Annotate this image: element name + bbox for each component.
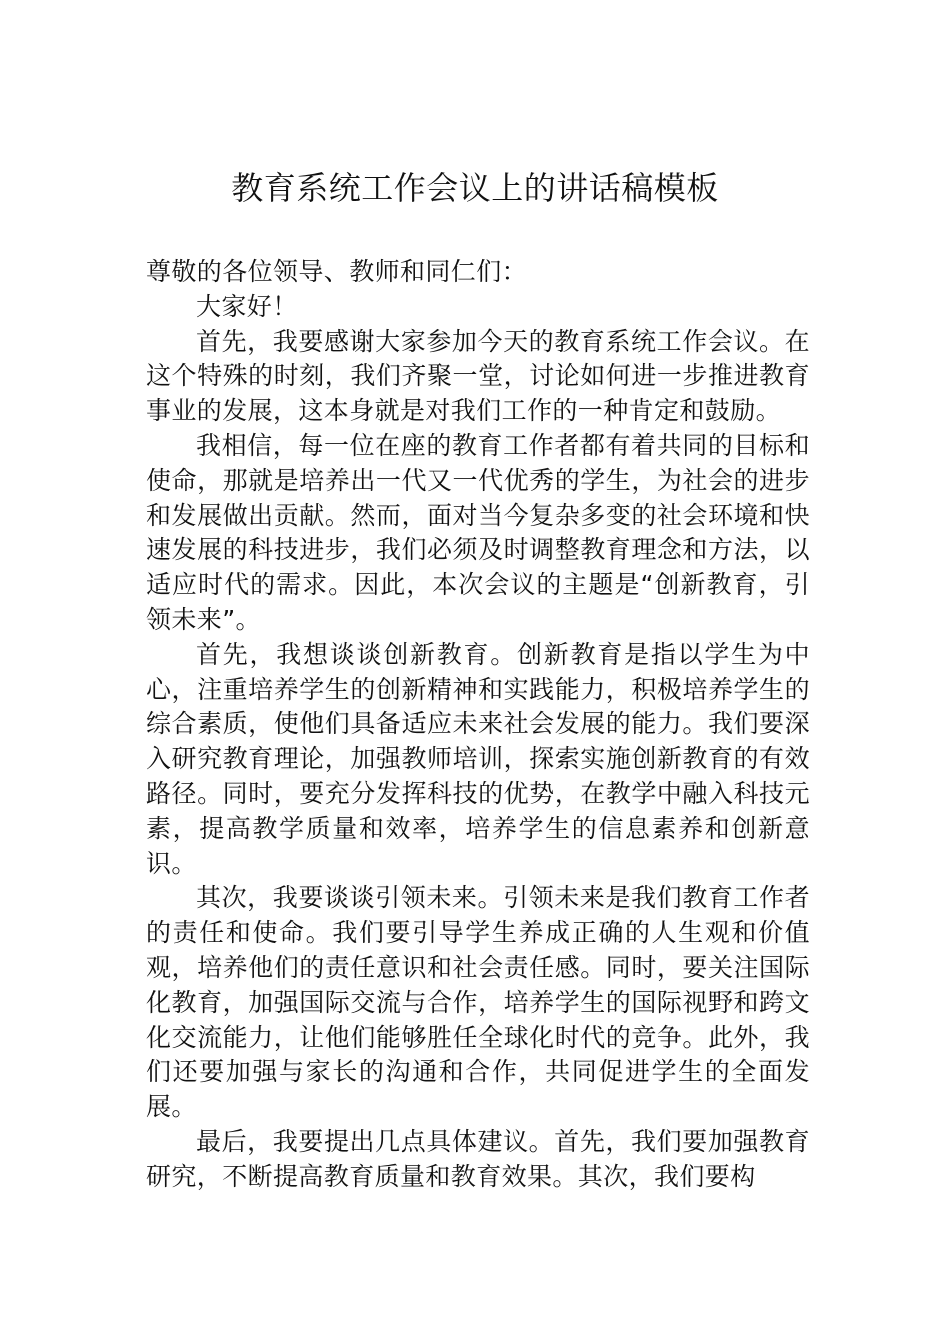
paragraph-thanks: 首先，我要感谢大家参加今天的教育系统工作会议。在这个特殊的时刻，我们齐聚一堂，讨论如何进一步推进教育事业的发展，这本身就是对我们工作的一种肯定和鼓励。 — [146, 326, 810, 426]
paragraph-greeting: 大家好！ — [196, 291, 298, 321]
document-body — [146, 255, 810, 1195]
salutation: 尊敬的各位领导、教师和同仁们： — [146, 257, 528, 286]
paragraph-lead-future: 其次，我要谈谈引领未来。引领未来是我们教育工作者的责任和使命。我们要引导学生养成正确的人生观和价值观，培养他们的责任意识和社会责任感。同时，要关注国际化教育，加强国际交流与合作，培养学生的国际视野和跨文化交流能力，让他们能够胜任全球化时代的竞争。此外，我们还要加强与家长的沟通和合作，共同促进学生的全面发展。 — [146, 883, 810, 1122]
paragraph-suggestions: 最后，我要提出几点具体建议。首先，我们要加强教育研究，不断提高教育质量和教育效果。其次，我们要构 — [146, 1126, 810, 1191]
paragraph-mission: 我相信，每一位在座的教育工作者都有着共同的目标和使命，那就是培养出一代又一代优秀的学生，为社会的进步和发展做出贡献。然而，面对当今复杂多变的社会环境和快速发展的科技进步，我们必须及时调整教育理念和方法，以适应时代的需求。因此，本次会议的主题是“创新教育，引领未来”。 — [146, 430, 810, 634]
document-title: 教育系统工作会议上的讲话稿模板 — [231, 169, 719, 207]
paragraph-innovative-education: 首先，我想谈谈创新教育。创新教育是指以学生为中心，注重培养学生的创新精神和实践能力，积极培养学生的综合素质，使他们具备适应未来社会发展的能力。我们要深入研究教育理论，加强教师培训，探索实施创新教育的有效路径。同时，要充分发挥科技的优势，在教学中融入科技元素，提高教学质量和效率，培养学生的信息素养和创新意识。 — [146, 639, 810, 878]
